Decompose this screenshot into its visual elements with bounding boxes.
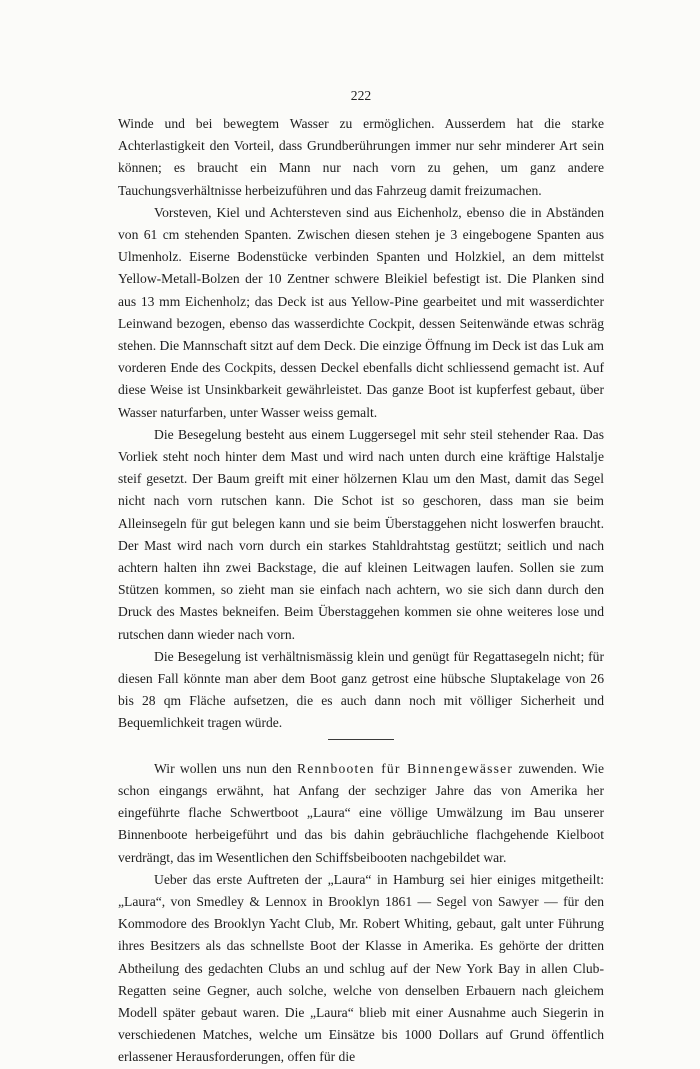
paragraph-sail-area: Die Besegelung ist verhältnismässig klein und genügt für Regattasegeln nicht; für diesen Fall könnte man aber dem Boot ganz getrost eine hübsche Sluptakelage von 26 bis 28 qm Fläche aufsetzen, die es auch dann noch mit völliger Sicherheit und Bequemlichkeit tragen würde. [118,648,604,731]
paragraph-lead-text: Wir wollen uns nun den [154,760,297,776]
book-page [118,87,604,1069]
paragraph-hull-construction: Vorsteven, Kiel und Achtersteven sind aus Eichenholz, ebenso die in Abständen von 61 cm stehenden Spanten. Zwischen diesen stehen je 3 eingebogene Spanten aus Ulmenholz. Eiserne Bodenstücke verbinden Spanten und Holzkiel, an dem mittelst Yellow-Metall-Bolzen der 10 Zentner schwere Bleikiel befestigt ist. Die Planken sind aus 13 mm Eichenholz; das Deck ist aus Yellow-Pine gearbeitet und mit wasserdichter Leinwand bezogen, ebenso das wasserdichte Cockpit, dessen Seitenwände etwas schräg stehen. Die Mannschaft sitzt auf dem Deck. Die einzige Öffnung im Deck ist das Luk am vorderen Ende des Cockpits, dessen Deckel ebenfalls dicht schliessend gemacht ist. Auf diese Weise ist Unsinkbarkeit gewährleistet. Das ganze Boot ist kupferfest gebaut, über Wasser naturfarben, unter Wasser weiss gemalt. [118,204,604,420]
paragraph-rest-text: zuwenden. Wie schon eingangs erwähnt, hat Anfang der sechziger Jahre das von Amerika her eingeführte flache Schwertboot „Laura“ eine völlige Umwälzung im Bau unserer Binnenboote herbeigeführt und das bis dahin gebräuchliche flachgehende Kielboot verdrängt, das im Wesentlichen den Schiffsbeibooten nachgebildet war. [118,760,605,865]
paragraph-boat-trim: Winde und bei bewegtem Wasser zu ermöglichen. Ausserdem hat die starke Achterlastigkeit den Vorteil, dass Grundberührungen immer nur sehr minderer Art sein können; es braucht ein Mann nur nach vorn zu gehen, um ganz andere Tauchungsverhältnisse herbeizuführen und das Fahrzeug damit freizumachen. [118,116,604,198]
page-number: 222 [350,88,372,103]
paragraph-racing-boats-intro [118,758,604,869]
paragraph-rigging: Die Besegelung besteht aus einem Luggersegel mit sehr steil stehender Raa. Das Vorliek steht noch hinter dem Mast und wird nach unten durch eine kräftige Halstalje steif gesetzt. Der Baum greift mit einer hölzernen Klau um den Mast, damit das Segel nicht nach vorn rutschen kann. Die Schot ist so geschoren, dass man sie beim Alleinsegeln für gut belegen kann und sie beim Überstaggehen nicht loswerfen braucht. Der Mast wird nach vorn durch ein starkes Stahldrahtstag gestützt; seitlich und nach achtern halten ihn zwei Backstage, die auf kleinen Leitwagen laufen. Sollen sie zum Stützen kommen, so zieht man sie einfach nach achtern, wo sie sich dann durch den Druck des Mastes bekneifen. Beim Überstaggehen kommen sie ohne weiteres lose und rutschen dann wieder nach vorn. [118,426,604,642]
section-divider [328,739,394,740]
emphasized-term: Rennbooten für Binnengewässer [297,760,514,776]
paragraph-laura-history: Ueber das erste Auftreten der „Laura“ in Hamburg sei hier einiges mitgetheilt: „Laura“, von Smedley & Lennox in Brooklyn 1861 — Segel von Sawyer — für den Kommodore des Brooklyn Yacht Club, Mr. Robert Whiting, gebaut, galt unter Führung ihres Besitzers als das schnellste Boot der Klasse in Amerika. Es gehörte der dritten Abtheilung des gedachten Clubs an und schlug auf der New York Bay in allen Club-Regatten seine Gegner, auch solche, welche von denselben Erbauern nach gleichem Modell später gebaut waren. Die „Laura“ blieb mit einer Ausnahme auch Siegerin in verschiedenen Matches, welche um Einsätze bis 1000 Dollars auf Grund öffentlich erlassener Herausforderungen, offen für die [118,871,604,1065]
